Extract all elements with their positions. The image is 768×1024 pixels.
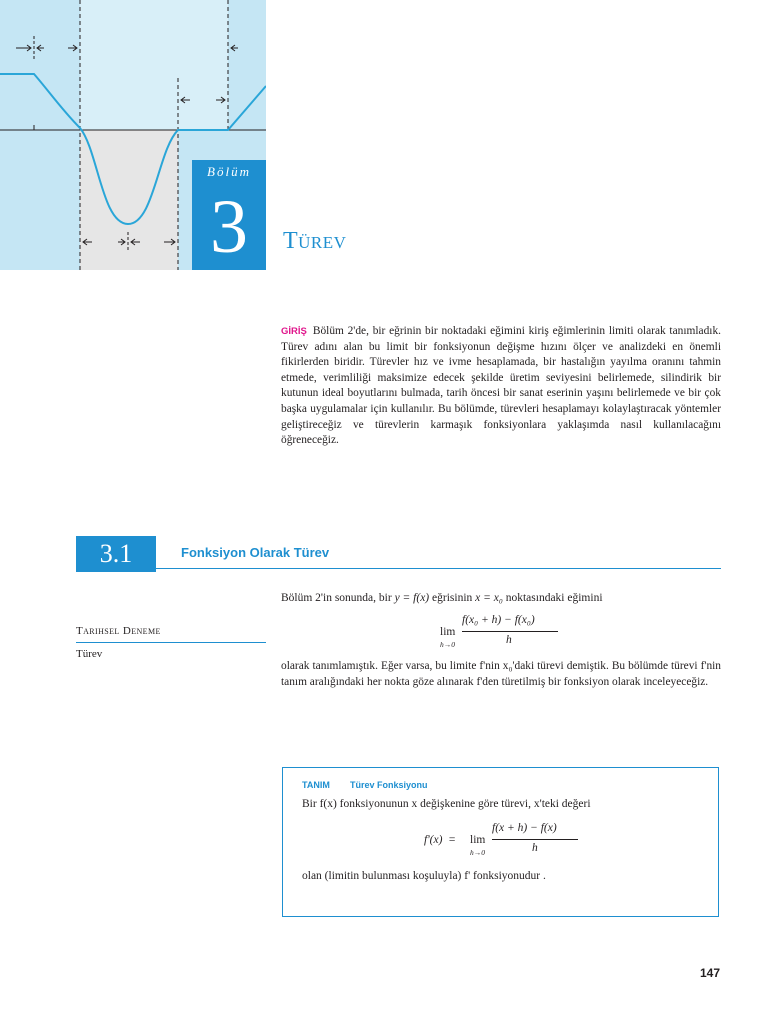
derivative-lhs: f'(x) =: [424, 834, 456, 846]
body-line-mid: eğrisinin: [432, 592, 473, 604]
fraction-bar: [462, 631, 558, 632]
chapter-title: Türev: [283, 228, 347, 254]
body-line-1: [281, 592, 603, 604]
fraction-bar: [492, 839, 578, 840]
intro-text: Bölüm 2'de, bir eğrinin bir noktadaki eğimini kiriş eğimlerinin limiti olarak tanımladık. Türev adını alan bu limit bir fonksiyonun değişme hızını ölçer ve analizdeki en önemli fikirlerden biridir. Türevler hız ve ivme hesaplamada, bir hastalığın yayılma oranını tahmin etmede, verimliliği maksimize edecek şekilde üretim seviyesini belirlemede, silindirik bir kutunun ideal boyutlarını bulmada, tarih öncesi bir sanat eserinin yaşını belirlemede ve bir çok başka uygulamalar için kullanılır. Bu bölümde, türevleri hesaplamayı kolaylaştıracak yöntemler geliştireceğiz ve türevlerin karmaşık fonksiyonlara yaklaşımda nasıl kullanılacağını öğreneceğiz.: [281, 325, 721, 447]
sidebar-item: Türev: [76, 648, 103, 660]
definition-tail: olan (limitin bulunması koşuluyla) f' fonksiyonudur .: [302, 870, 546, 882]
body-line-prefix: Bölüm 2'in sonunda, bir: [281, 592, 392, 604]
chapter-word: Bölüm: [207, 164, 251, 179]
body-paragraph: olarak tanımlamıştık. Eğer varsa, bu limite f'nin x₀'daki türevi demiştik. Bu bölümde türevi f'nin tanım aralığındaki her nokta göze alınarak f'den türetilmiş bir fonksiyon olarak inceleyeceğiz.: [281, 660, 721, 688]
lim-word: lim: [470, 834, 486, 846]
sidebar-rule: [76, 642, 266, 643]
body-line-suffix: noktasındaki eğimini: [505, 592, 603, 604]
page-number: 147: [700, 966, 721, 980]
limit-formula-1: [440, 614, 570, 650]
definition-name: Türev Fonksiyonu: [350, 780, 428, 790]
fraction-numerator: f(x₀ + h) − f(x₀): [462, 614, 535, 626]
definition-text: Bir f(x) fonksiyonunun x değişkenine göre türevi, x'teki değeri: [302, 798, 591, 810]
fraction-denominator: h: [532, 842, 538, 854]
lim-subscript: h→0: [440, 640, 455, 649]
section-number: 3.1: [76, 536, 156, 572]
section-title: Fonksiyon Olarak Türev: [181, 545, 330, 560]
chapter-number: 3: [210, 185, 248, 269]
definition-label: TANIM: [302, 780, 330, 790]
intro-paragraph: [281, 324, 721, 449]
chapter-badge: [192, 160, 266, 270]
point-equation: x = x₀: [475, 592, 503, 604]
sidebar-heading: Tarihsel Deneme: [76, 625, 161, 637]
fraction-numerator: f(x + h) − f(x): [492, 822, 557, 834]
section-rule: [156, 568, 721, 569]
intro-label: GİRİŞ: [281, 326, 307, 337]
curve-equation: y = f(x): [394, 592, 430, 604]
lim-word: lim: [440, 626, 456, 638]
derivative-formula: [424, 822, 584, 858]
lim-subscript: h→0: [470, 848, 485, 857]
fraction-denominator: h: [506, 634, 512, 646]
